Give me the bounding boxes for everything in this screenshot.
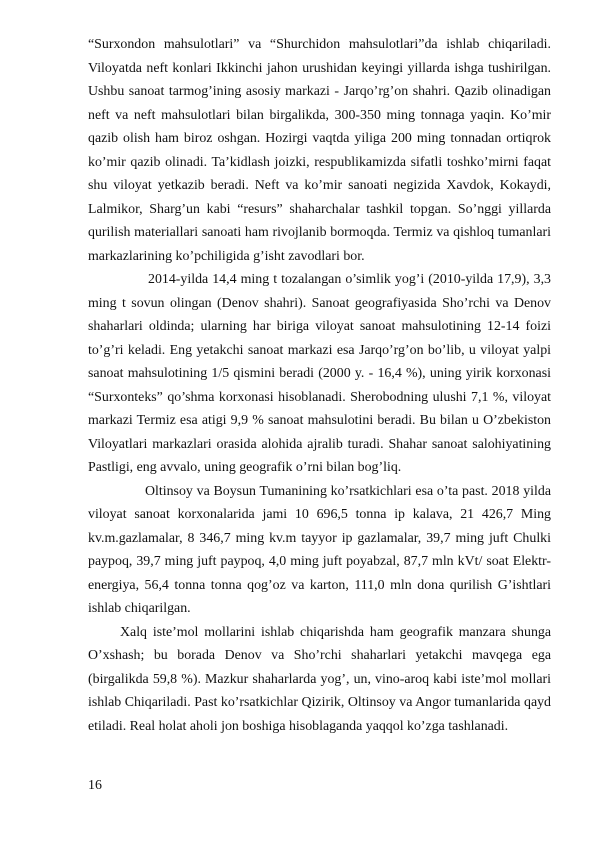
document-page: [88, 33, 551, 738]
paragraph-consumer-goods: Xalq iste’mol mollarini ishlab chiqarishda ham geografik manzara shunga O’xshash; bu borada Denov va Sho’rchi shaharlari yetakchi mavqega ega (birgalikda 59,8 %). Mazkur shaharlarda yog’, un, vino-aroq kabi iste’mol mollari ishlab Chiqariladi. Past ko’rsatkichlar Qizirik, Oltinsoy va Angor tumanlarida qayd etiladi. Real holat aholi jon boshiga hisoblaganda yaqqol ko’zga tashlanadi.: [88, 624, 551, 734]
paragraph-production-2018: Oltinsoy va Boysun Tumanining ko’rsatkichlari esa o’ta past. 2018 yilda viloyat sanoat korxonalarida jami 10 696,5 tonna ip kalava, 21 426,7 Ming kv.m.gazlamalar, 8 346,7 ming kv.m tayyor ip gazlamalar, 39,7 ming juft Chulki paypoq, 39,7 ming juft paypoq, 4,0 ming juft poyabzal, 87,7 mln kVt/ soat Elektr-energiya, 56,4 tonna tonna qog’oz va karton, 111,0 mln dona qurilish G’ishtlari ishlab chiqarilgan.: [88, 483, 551, 616]
page-number: 16: [88, 778, 102, 793]
paragraph-industrial-centers: 2014-yilda 14,4 ming t tozalangan o’simlik yog’i (2010-yilda 17,9), 3,3 ming t sovun olingan (Denov shahri). Sanoat geografiyasida Sho’rchi va Denov shaharlari oldinda; ularning har biriga viloyat sanoat mahsulotining 12-14 foizi to’g’ri keladi. Eng yetakchi sanoat markazi esa Jarqo’rg’on bo’lib, u viloyat yalpi sanoat mahsulotining 1/5 qismini beradi (2000 y. - 16,4 %), uning yirik korxonasi “Surxonteks” qo’shma korxonasi hisoblanadi. Sherobodning ulushi 7,1 %, viloyat markazi Termiz esa atigi 9,9 % sanoat mahsulotini beradi. Bu bilan u O’zbekiston Viloyatlari markazlari orasida alohida ajralib turadi. Shahar sanoat salohiyatining Pastligi, eng avvalo, uning geografik o’rni bilan bog’liq.: [88, 272, 551, 475]
paragraph-oil-coal-industry: “Surxondon mahsulotlari” va “Shurchidon mahsulotlari”da ishlab chiqariladi. Viloyatda neft konlari Ikkinchi jahon urushidan keyingi yillarda ishga tushirilgan. Ushbu sanoat tarmog’ining asosiy markazi - Jarqo’rg’on shahri. Qazib olinadigan neft va neft mahsulotlari bilan birgalikda, 300-350 ming tonnaga yaqin. Ko’mir qazib olish ham biroz oshgan. Hozirgi vaqtda yiliga 200 ming tonnadan ortiqrok ko’mir qazib olinadi. Ta’kidlash joizki, respublikamizda sifatli toshko’mirni faqat shu viloyat yetkazib beradi. Neft va ko’mir sanoati negizida Xavdok, Kokaydi, Lalmikor, Sharg’un kabi “resurs” shaharchalar tashkil topgan. So’nggi yillarda qurilish materiallari sanoati ham rivojlanib bormoqda. Termiz va qishloq tumanlari markazlarining ko’pchiligida g’isht zavodlari bor.: [88, 37, 551, 264]
